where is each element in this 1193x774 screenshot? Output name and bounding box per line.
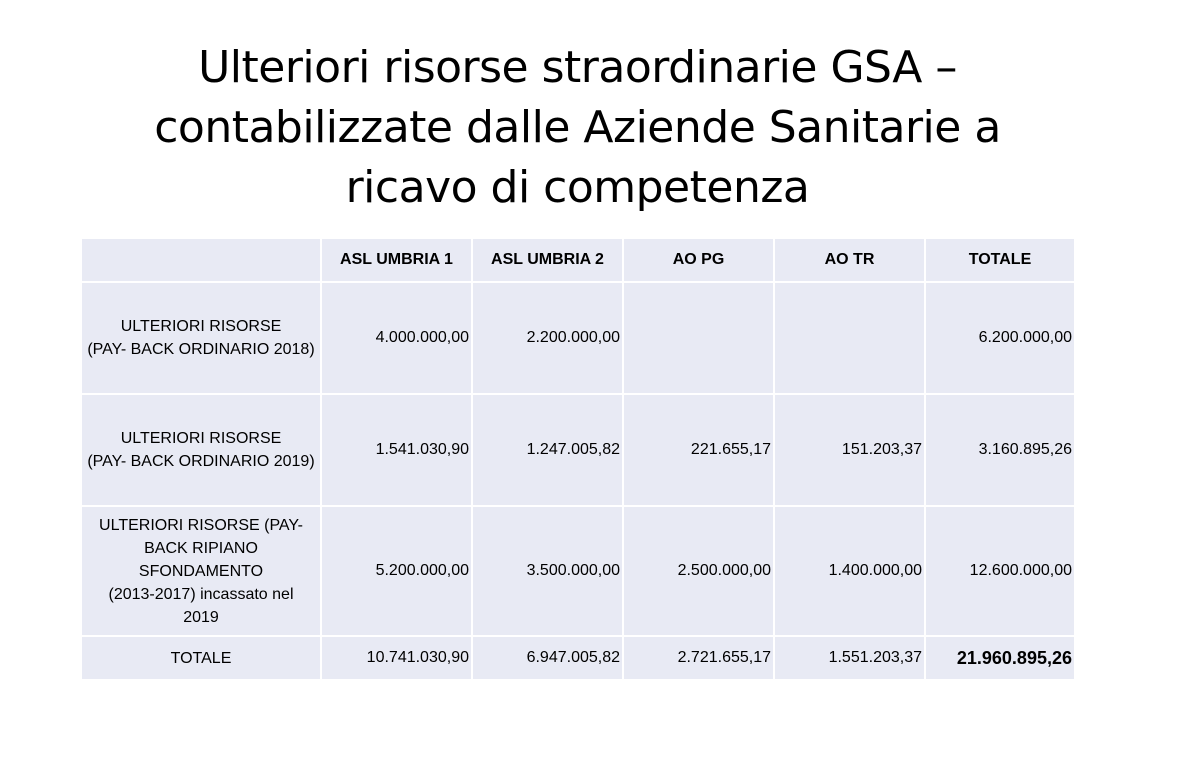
header-asl-umbria-1: ASL UMBRIA 1 [321,238,472,282]
header-asl-umbria-2: ASL UMBRIA 2 [472,238,623,282]
cell-asl-umbria-1: 5.200.000,00 [321,506,472,636]
header-empty [81,238,321,282]
row-label-line: BACK RIPIANO [144,539,258,557]
cell-totale: 12.600.000,00 [925,506,1075,636]
table-row [81,282,1075,394]
cell-ao-tr: 1.400.000,00 [774,506,925,636]
row-label-line: SFONDAMENTO [138,562,264,580]
slide-title [0,38,1155,218]
cell-ao-pg: 2.500.000,00 [623,506,774,636]
cell-ao-pg: 2.721.655,17 [623,636,774,680]
row-label [81,506,321,636]
row-label [81,282,321,394]
row-label-line: (2013-2017) incassato nel [108,585,294,603]
cell-ao-tr [774,282,925,394]
slide-title-line-2: contabilizzate dalle Aziende Sanitarie a [154,102,1001,153]
row-label-line: ULTERIORI RISORSE [120,318,282,335]
cell-asl-umbria-1: 10.741.030,90 [321,636,472,680]
table-row [81,394,1075,506]
cell-asl-umbria-1: 1.541.030,90 [321,394,472,506]
cell-asl-umbria-2: 1.247.005,82 [472,394,623,506]
slide-title-line-3: ricavo di competenza [345,162,810,213]
cell-ao-pg: 221.655,17 [623,394,774,506]
cell-totale: 6.200.000,00 [925,282,1075,394]
cell-asl-umbria-2: 3.500.000,00 [472,506,623,636]
row-label-line: ULTERIORI RISORSE (PAY- [99,516,303,534]
cell-ao-pg [623,282,774,394]
cell-asl-umbria-1: 4.000.000,00 [321,282,472,394]
slide-title-line-1: Ulteriori risorse straordinarie GSA – [198,42,957,93]
cell-ao-tr: 1.551.203,37 [774,636,925,680]
cell-asl-umbria-2: 2.200.000,00 [472,282,623,394]
row-label: TOTALE [81,636,321,680]
cell-ao-tr: 151.203,37 [774,394,925,506]
table-row [81,506,1075,636]
row-label-line: (PAY- BACK ORDINARIO 2019) [87,453,315,470]
table-row-total [81,636,1075,680]
header-ao-tr: AO TR [774,238,925,282]
cell-totale: 3.160.895,26 [925,394,1075,506]
header-totale: TOTALE [925,238,1075,282]
row-label [81,394,321,506]
header-ao-pg: AO PG [623,238,774,282]
row-label-line: (PAY- BACK ORDINARIO 2018) [87,341,315,358]
resources-table [80,237,1076,681]
row-label-line: 2019 [183,608,219,626]
table-header-row [81,238,1075,282]
row-label-line: ULTERIORI RISORSE [120,430,282,447]
grand-total: 21.960.895,26 [925,636,1075,680]
cell-asl-umbria-2: 6.947.005,82 [472,636,623,680]
